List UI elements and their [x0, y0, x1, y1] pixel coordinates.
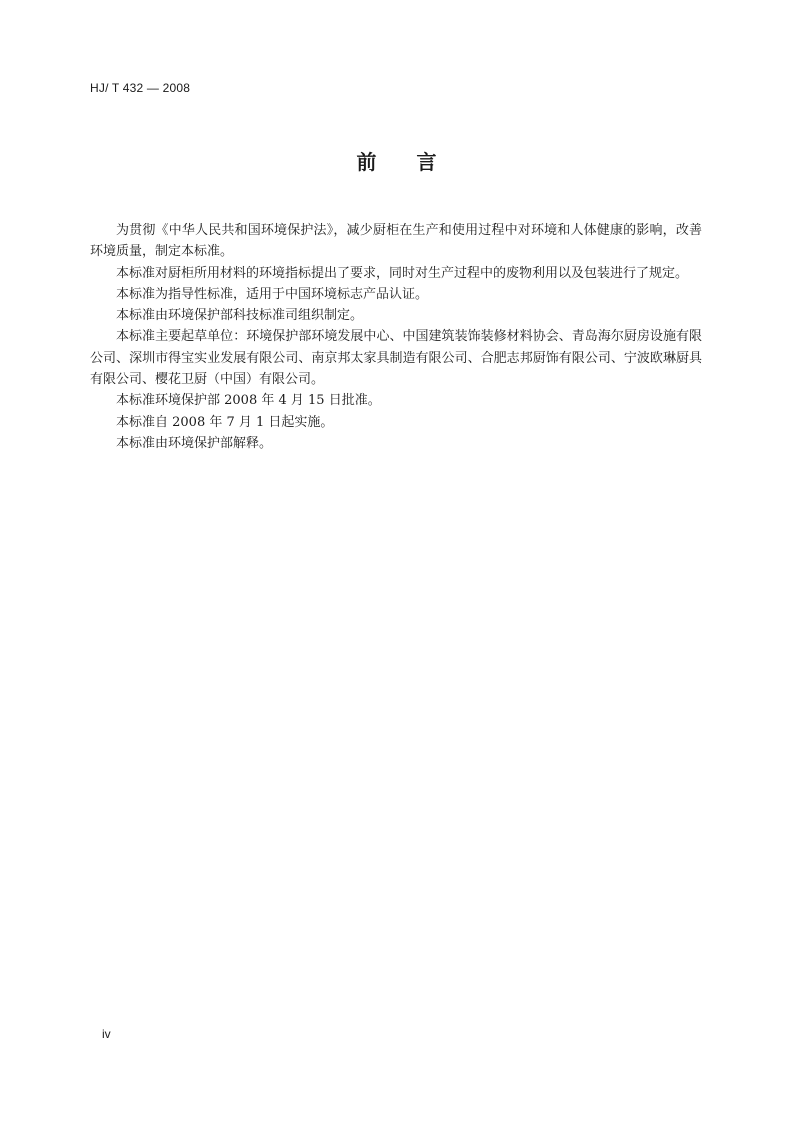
paragraph-applicability: 本标准为指导性标准，适用于中国环境标志产品认证。 [116, 286, 429, 302]
page-title: 前 言 [356, 150, 437, 174]
paragraph-scope-requirements: 本标准对厨柜所用材料的环境指标提出了要求，同时对生产过程中的废物利用以及包装进行了规定。 [116, 265, 689, 281]
paragraph-purpose: 为贯彻《中华人民共和国环境保护法》，减少厨柜在生产和使用过程中对环境和人体健康的影响，改善环境质量，制定本标准。 [90, 223, 702, 260]
paragraph-interpretation: 本标准由环境保护部解释。 [116, 435, 273, 451]
paragraph-approval-date: 本标准环境保护部 2008 年 4 月 15 日批准。 [116, 393, 381, 409]
standard-code-header: HJ/ T 432 — 2008 [90, 81, 191, 95]
paragraph-effective-date: 本标准自 2008 年 7 月 1 日起实施。 [116, 414, 334, 430]
page-number: iv [102, 1027, 111, 1041]
foreword-body [90, 220, 702, 454]
paragraph-organizer: 本标准由环境保护部科技标准司组织制定。 [116, 308, 364, 324]
paragraph-drafting-units: 本标准主要起草单位：环境保护部环境发展中心、中国建筑装饰装修材料协会、青岛海尔厨房设施有限公司、深圳市得宝实业发展有限公司、南京邦太家具制造有限公司、合肥志邦厨饰有限公司、宁波欧琳厨具有限公司、樱花卫厨（中国）有限公司。 [90, 329, 702, 388]
